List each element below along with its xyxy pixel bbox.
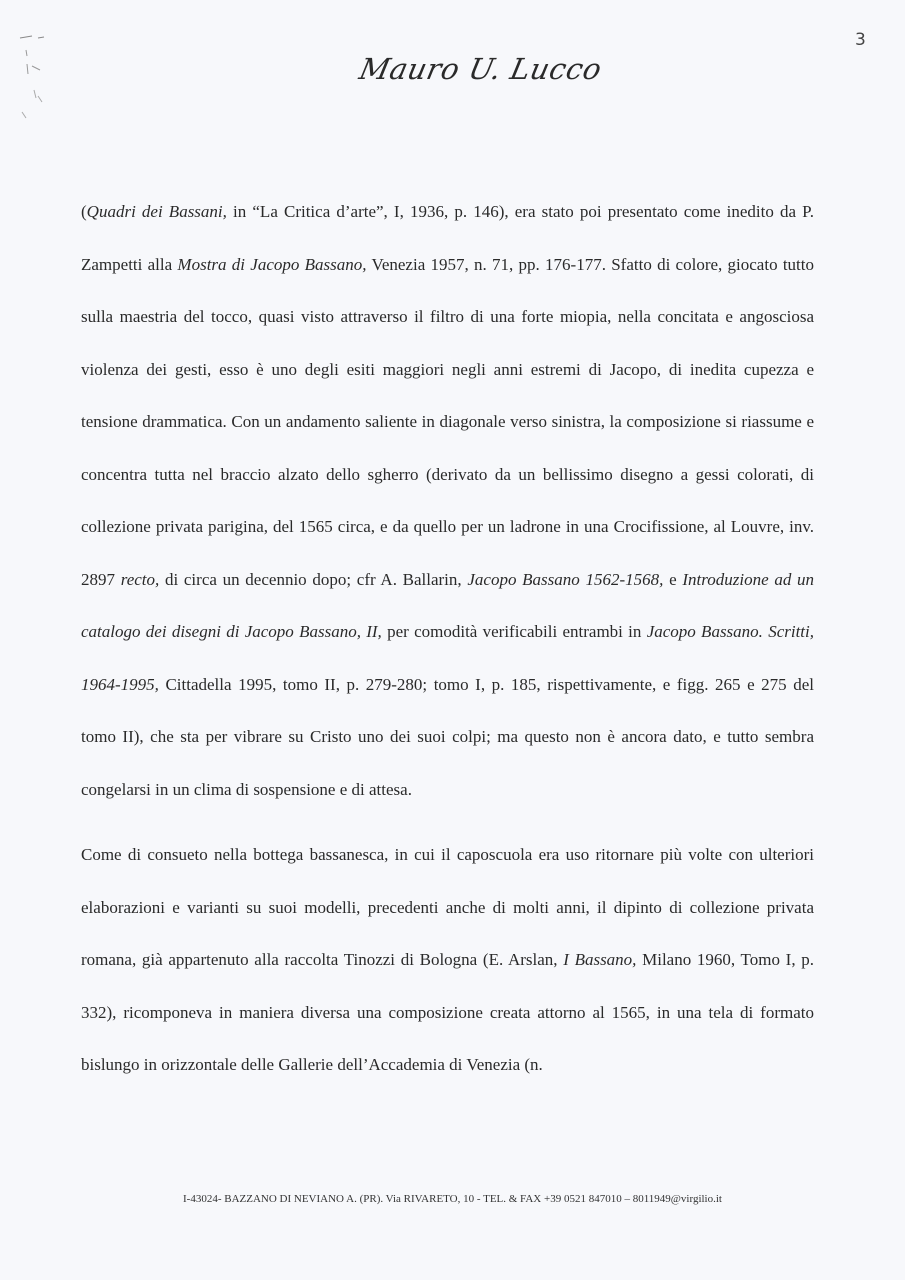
body-text (81, 186, 814, 1092)
text-segment: Milano 1960, Tomo I, p. 332), ricomponeva in maniera diversa una composizione creata attorno al 1565, in una tela di formato bislungo in orizzontale delle Gallerie dell’Accademia di Venezia (n. (81, 950, 815, 1074)
italic-citation: Jacopo Bassano 1562-1568, (467, 569, 664, 589)
footer-address: I-43024- BAZZANO DI NEVIANO A. (PR). Via RIVARETO, 10 - TEL. & FAX +39 0521 847010 – 8011949@virgilio.it (183, 1193, 722, 1205)
text-segment: ( (81, 202, 87, 221)
italic-citation: recto, (120, 569, 160, 589)
page-number: 3 (855, 30, 866, 50)
italic-citation: Jacopo Bassano. Scritti, 1964-1995, (81, 622, 815, 694)
text-segment: Cittadella 1995, tomo II, p. 279-280; tomo I, p. 185, rispettivamente, e figg. 265 e 275 del tomo II), che sta per vibrare su Cristo uno dei suoi colpi; ma questo non è ancora dato, e tutto sembra congelarsi in un clima di sospensione e di attesa. (81, 674, 814, 799)
paragraph-1 (81, 186, 814, 816)
italic-citation: Introduzione ad un catalogo dei disegni di Jacopo Bassano, II, (81, 569, 815, 641)
text-segment: Venezia 1957, n. 71, pp. 176-177. Sfatto di colore, giocato tutto sulla maestria del tocco, quasi visto attraverso il filtro di una forte miopia, nella concitata e angosciosa violenza dei gesti, esso è uno degli esiti maggiori negli anni estremi di Jacopo, di inedita cupezza e tensione drammatica. Con un andamento saliente in diagonale verso sinistra, la composizione si riassume e concentra tutta nel braccio alzato dello sgherro (derivato da un bellissimo disegno a gessi colorati, di collezione privata parigina, del 1565 circa, e da quello per un ladrone in una Crocifissione, al Louvre, inv. 2897 (81, 254, 814, 589)
text-segment: di circa un decennio dopo; cfr A. Ballarin, (159, 569, 468, 589)
italic-citation: I Bassano, (563, 950, 637, 969)
text-segment: e (663, 569, 683, 589)
text-segment: in “La Critica d’arte”, I, 1936, p. 146), era stato poi presentato come inedito da P. Zampetti alla (81, 202, 814, 274)
letterhead-signature: Mauro U. Lucco (356, 52, 605, 86)
text-segment: per comodità verificabili entrambi in (381, 622, 647, 641)
margin-marks (18, 32, 58, 132)
paragraph-2 (81, 829, 814, 1092)
text-segment: Come di consueto nella bottega bassanesca, in cui il caposcuola era uso ritornare più volte con ulteriori elaborazioni e varianti su suoi modelli, precedenti anche di molti anni, il dipinto di collezione privata romana, già appartenuto alla raccolta Tinozzi di Bologna (E. Arslan, (81, 845, 814, 969)
italic-citation: Mostra di Jacopo Bassano, (177, 254, 367, 274)
italic-citation: Quadri dei Bassani, (86, 202, 227, 221)
